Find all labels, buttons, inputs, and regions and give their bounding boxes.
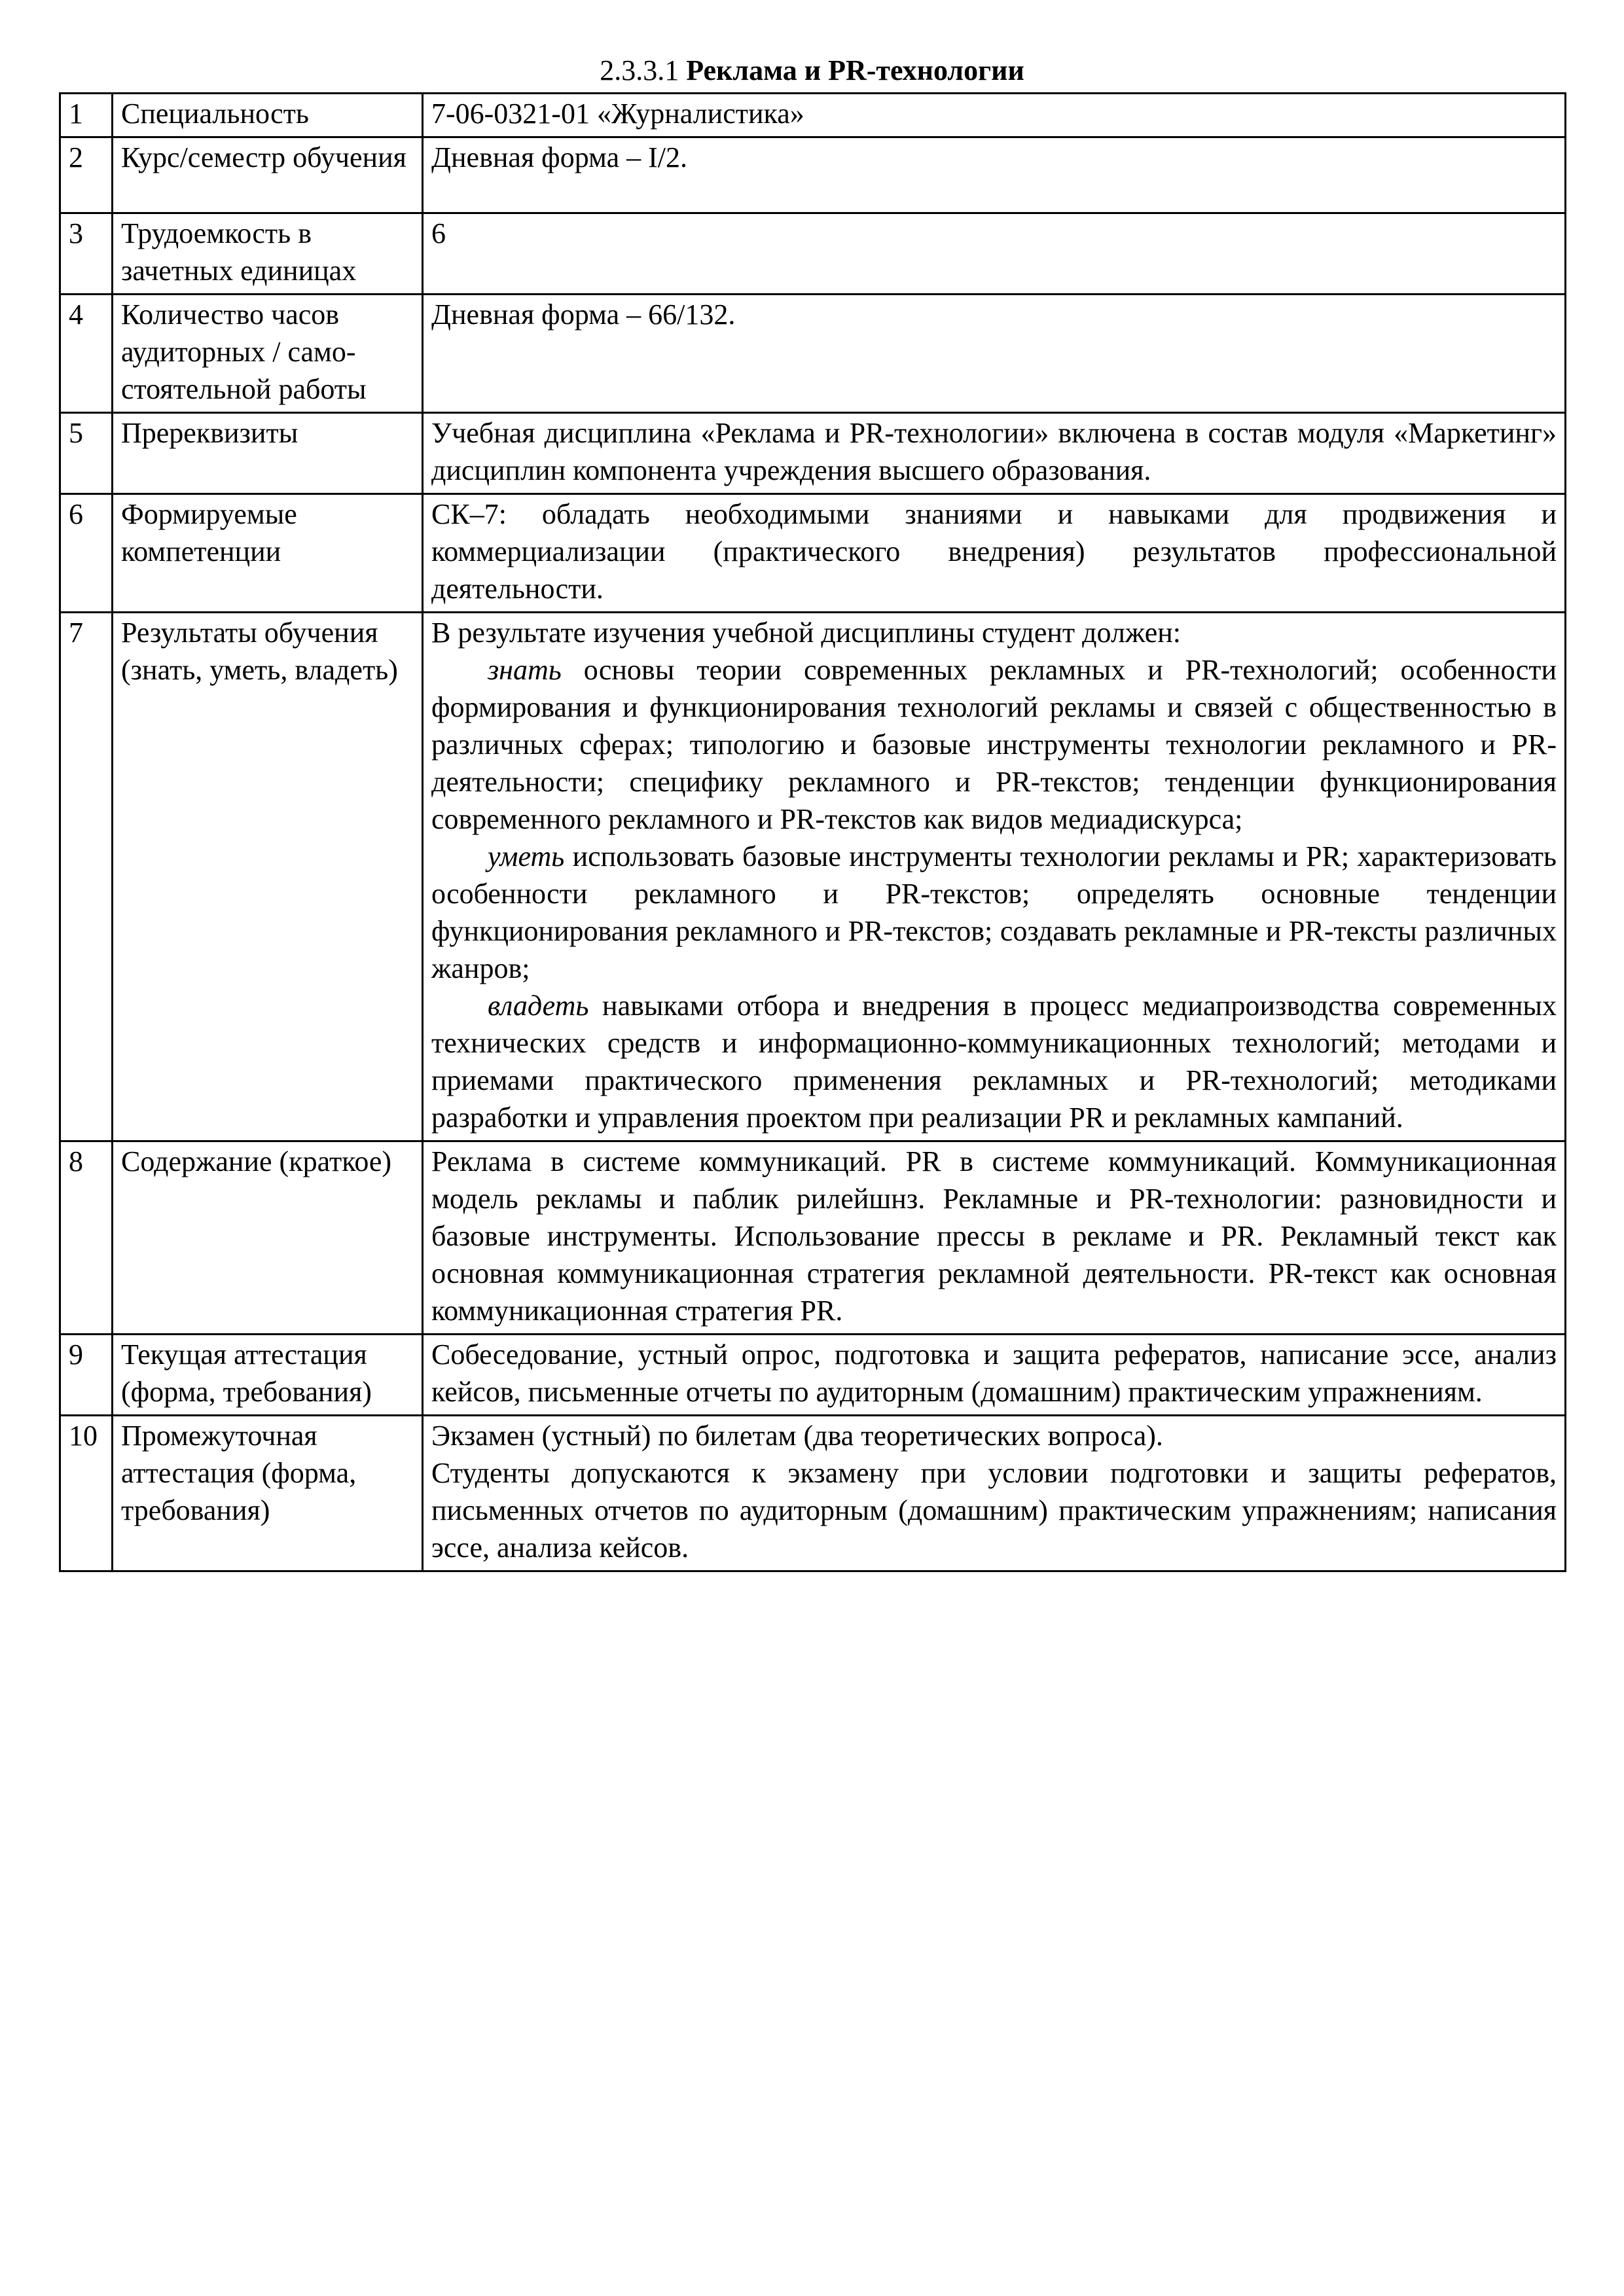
table-row (60, 295, 1566, 413)
row-number: 10 (60, 1416, 113, 1571)
row-value: Дневная форма – I/2. (423, 137, 1566, 213)
row-label: Пререквизиты (113, 413, 423, 494)
row-number: 9 (60, 1335, 113, 1416)
know-term: знать (488, 654, 562, 686)
page-title (0, 52, 1624, 89)
table-row (60, 1141, 1566, 1335)
row-number: 5 (60, 413, 113, 494)
table-row (60, 413, 1566, 494)
section-number: 2.3.3.1 (600, 54, 679, 86)
own-text: навыками отбора и внедрения в процесс медиапроизводства современных технических средств и информационно-коммуникационных технологий; методами и приемами практического применения рекламных и PR-технологий; методиками разработки и управления проектом при реализации PR и рекламных кампаний. (431, 990, 1557, 1134)
own-term: владеть (488, 990, 589, 1022)
row-number: 8 (60, 1141, 113, 1335)
row-value: Дневная форма – 66/132. (423, 295, 1566, 413)
table-row (60, 137, 1566, 213)
table-row (60, 1416, 1566, 1571)
section-name: Реклама и PR-технологии (686, 54, 1024, 86)
discipline-table (59, 92, 1566, 1572)
row-label: Количество часов аудиторных / само-стоятельной работы (113, 295, 423, 413)
row-label: Специальность (113, 94, 423, 137)
row-label: Результаты обучения (знать, уметь, владеть) (113, 613, 423, 1141)
table-row (60, 494, 1566, 613)
learning-outcome-own (431, 987, 1557, 1136)
row-label: Содержание (краткое) (113, 1141, 423, 1335)
row-label: Курс/семестр обучения (113, 137, 423, 213)
exam-format: Экзамен (устный) по билетам (два теоретических вопроса). (431, 1420, 1163, 1452)
can-term: уметь (488, 840, 565, 872)
row-number: 6 (60, 494, 113, 613)
exam-admission: Студенты допускаются к экзамену при условии подготовки и защиты рефератов, письменных отчетов по аудиторным (домашним) практическим упражнениям; написания эссе, анализа кейсов. (431, 1457, 1557, 1564)
learning-outcomes-intro: В результате изучения учебной дисциплины студент должен: (431, 617, 1182, 649)
row-number: 2 (60, 137, 113, 213)
table-row (60, 613, 1566, 1141)
row-label: Текущая аттестация (форма, требования) (113, 1335, 423, 1416)
row-number: 3 (60, 213, 113, 295)
row-label: Формируемые компетенции (113, 494, 423, 613)
table-row (60, 94, 1566, 137)
row-label: Промежуточная аттестация (форма, требования) (113, 1416, 423, 1571)
table-row (60, 1335, 1566, 1416)
row-number: 7 (60, 613, 113, 1141)
table-row (60, 213, 1566, 295)
row-label: Трудоемкость в зачетных единицах (113, 213, 423, 295)
can-text: использовать базовые инструменты технологии рекламы и PR; характеризовать особенности рекламного и PR-текстов; определять основные тенденции функционирования рекламного и PR-текстов; создавать рекламные и PR-тексты различных жанров; (431, 840, 1557, 984)
row-value: Учебная дисциплина «Реклама и PR-технологии» включена в состав модуля «Маркетинг» дисциплин компонента учреждения высшего образования. (431, 417, 1557, 486)
learning-outcome-can (431, 838, 1557, 987)
row-number: 4 (60, 295, 113, 413)
row-value: Реклама в системе коммуникаций. PR в системе коммуникаций. Коммуникационная модель рекламы и паблик рилейшнз. Рекламные и PR-технологии: разновидности и базовые инструменты. Использование прессы в рекламе и PR. Рекламный текст как основная коммуникационная стратегия рекламной деятельности. PR-текст как основная коммуникационная стратегия PR. (431, 1145, 1557, 1327)
row-value: СК–7: обладать необходимыми знаниями и навыками для продвижения и коммерциализации (практического внедрения) результатов профессиональной деятельности. (431, 498, 1557, 605)
learning-outcome-know (431, 651, 1557, 838)
row-number: 1 (60, 94, 113, 137)
row-value: 6 (423, 213, 1566, 295)
know-text: основы теории современных рекламных и PR-технологий; особенности формирования и функционирования технологий рекламы и связей с общественностью в различных сферах; типологию и базовые инструменты технологии рекламного и PR-деятельности; специфику рекламного и PR-текстов; тенденции функционирования современного рекламного и PR-текстов как видов медиадискурса; (431, 654, 1557, 835)
row-value: 7-06-0321-01 «Журналистика» (423, 94, 1566, 137)
row-value: Собеседование, устный опрос, подготовка и защита рефератов, написание эссе, анализ кейсов, письменные отчеты по аудиторным (домашним) практическим упражнениям. (431, 1338, 1557, 1408)
